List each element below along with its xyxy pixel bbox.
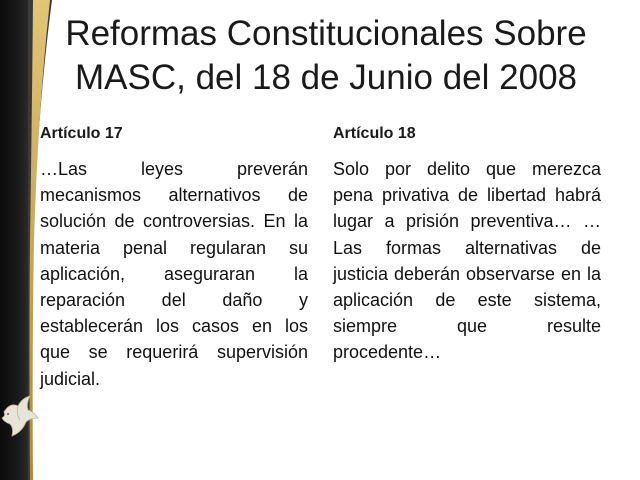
article-18-heading: Artículo 18 [333,125,416,142]
article-17-column [40,124,308,392]
slide-title: Reformas Constitucionales Sobre MASC, del 18 de Junio del 2008 [65,14,587,97]
article-17-body: …Las leyes preverán mecanismos alternativos de solución de controversias. En la materia penal regularan su aplicación, aseguraran la reparación del daño y establecerán los casos en los que se requerirá supervisión judicial. [40,159,308,389]
dove-icon [0,392,40,444]
article-18-body: Solo por delito que merezca pena privativa de libertad habrá lugar a prisión preventiva… …Las formas alternativas de justicia deberán observarse en la aplicación de este sistema, siempre que resulte procedente… [333,159,601,363]
article-18-column [333,124,601,366]
article-17-heading: Artículo 17 [40,125,123,142]
